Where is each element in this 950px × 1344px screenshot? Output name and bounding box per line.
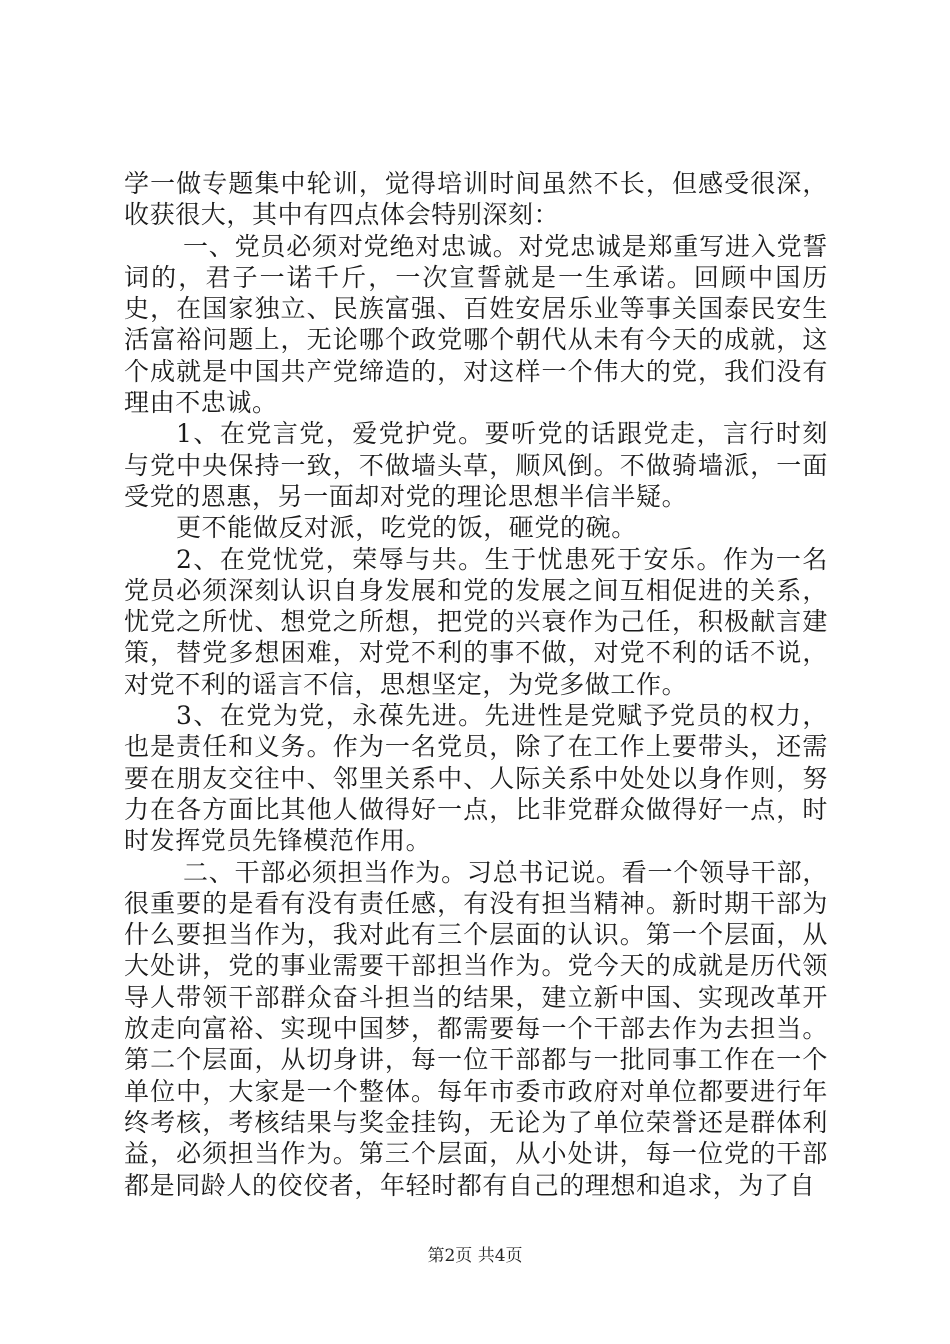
paragraph-item-one: 1、在党言党，爱党护党。要听党的话跟党走，言行时刻与党中央保持一致，不做墙头草，顺风倒。不做骑墙派，一面受党的恩惠，另一面却对党的理论思想半信半疑。 — [124, 419, 828, 511]
document-body — [124, 168, 828, 1201]
paragraph-section-two: 二、干部必须担当作为。习总书记说。看一个领导干部，很重要的是看有没有责任感，有没有担当精神。新时期干部为什么要担当作为，我对此有三个层面的认识。第一个层面，从大处讲，党的事业需要干部担当作为。党今天的成就是历代领导人带领干部群众奋斗担当的结果，建立新中国、实现改革开放走向富裕、实现中国梦，都需要每一个干部去作为去担当。第二个层面，从切身讲，每一位干部都与一批同事工作在一个单位中，大家是一个整体。每年市委市政府对单位都要进行年终考核，考核结果与奖金挂钩，无论为了单位荣誉还是群体利益，必须担当作为。第三个层面，从小处讲，每一位党的干部都是同龄人的佼佼者，年轻时都有自己的理想和追求，为了自 — [124, 857, 828, 1200]
paragraph-item-three: 3、在党为党，永葆先进。先进性是党赋予党员的权力，也是责任和义务。作为一名党员，除了在工作上要带头，还需要在朋友交往中、邻里关系中、人际关系中处处以身作则，努力在各方面比其他人做得好一点，比非党群众做得好一点，时时发挥党员先锋模范作用。 — [124, 701, 828, 856]
page-number-footer: 第2页 共4页 — [427, 1246, 523, 1266]
paragraph-intro: 学一做专题集中轮训，觉得培训时间虽然不长，但感受很深，收获很大，其中有四点体会特别深刻： — [124, 169, 828, 230]
paragraph-section-one: 一、党员必须对党绝对忠诚。对党忠诚是郑重写进入党誓词的，君子一诺千斤，一次宣誓就是一生承诺。回顾中国历史，在国家独立、民族富强、百姓安居乐业等事关国泰民安生活富裕问题上，无论哪个政党哪个朝代从未有今天的成就，这个成就是中国共产党缔造的，对这样一个伟大的党，我们没有理由不忠诚。 — [124, 231, 828, 418]
paragraph-item-one-continued: 更不能做反对派，吃党的饭，砸党的碗。 — [176, 513, 637, 543]
paragraph-item-two: 2、在党忧党，荣辱与共。生于忧患死于安乐。作为一名党员必须深刻认识自身发展和党的发展之间互相促进的关系，忧党之所忧、想党之所想，把党的兴衰作为己任，积极献言建策，替党多想困难，对党不利的事不做，对党不利的话不说，对党不利的谣言不信，思想坚定，为党多做工作。 — [124, 544, 828, 699]
